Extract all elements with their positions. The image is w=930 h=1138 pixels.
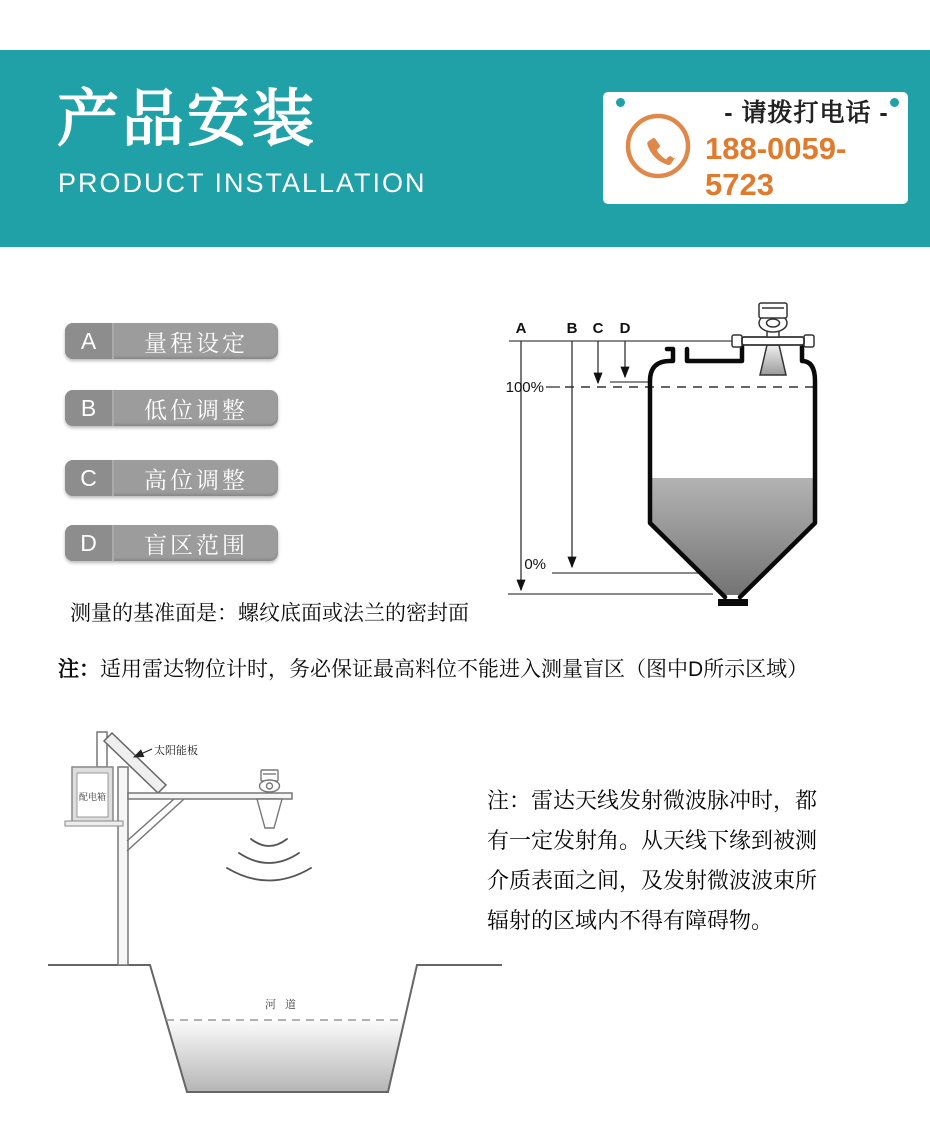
phone-icon [623, 111, 693, 186]
legend-button-high-adjust[interactable] [65, 460, 278, 496]
river-water [166, 1020, 404, 1092]
level-100-label: 100% [505, 379, 544, 396]
radar-sensor-outdoor [257, 770, 282, 828]
level-0-label: 0% [524, 556, 546, 573]
radiation-note [487, 781, 857, 941]
dimension-label-b: B [566, 320, 578, 337]
tank-measurement-diagram [480, 278, 880, 625]
legend-badge-d: D [65, 525, 114, 561]
microwave-arcs [227, 839, 311, 881]
radar-sensor [732, 303, 814, 375]
box-shelf [65, 821, 123, 826]
legend-label-c: 高位调整 [144, 466, 248, 493]
solar-panel-label: 太阳能板 [154, 745, 198, 757]
call-cta-label: - 请拨打电话 - [724, 99, 889, 127]
legend-badge-b: B [65, 390, 114, 426]
page-title: 产品安装 [57, 85, 318, 154]
legend-label-d: 盲区范围 [144, 531, 248, 558]
legend-label-b: 低位调整 [144, 396, 248, 423]
dimension-label-c: C [592, 320, 604, 337]
radiation-note-line: 有一定发射角。从天线下缘到被测 [487, 828, 818, 853]
decor-dot-right [890, 98, 899, 107]
mounting-pole [118, 767, 128, 965]
legend-badge-c: C [65, 460, 114, 496]
blind-zone-note [58, 653, 808, 683]
radiation-note-line: 辐射的区域内不得有障碍物。 [487, 908, 774, 933]
radiation-note-line: 介质表面之间，及发射微波波束所 [487, 868, 818, 893]
decor-dot-left [616, 98, 625, 107]
dimension-label-d: D [619, 320, 631, 337]
panel-post [97, 732, 107, 767]
legend-badge-a: A [65, 323, 114, 359]
power-box-label: 配电箱 [78, 792, 107, 802]
phone-card[interactable] [603, 92, 908, 204]
page-subtitle: PRODUCT INSTALLATION [58, 168, 427, 198]
horizontal-arm [128, 793, 292, 799]
arm-brace [127, 799, 174, 841]
baseline-note: 测量的基准面是：螺纹底面或法兰的密封面 [70, 602, 469, 625]
legend-button-blind-zone[interactable] [65, 525, 278, 561]
legend-button-low-adjust[interactable] [65, 390, 278, 426]
tank-outlet-flange [718, 599, 748, 606]
outdoor-installation-diagram [40, 725, 515, 1105]
legend-button-range[interactable] [65, 323, 278, 359]
dimension-label-a: A [515, 320, 527, 337]
note-prefix: 注： [58, 658, 100, 681]
note-text: 适用雷达物位计时，务必保证最高料位不能进入测量盲区（图中D所示区域） [100, 658, 809, 681]
phone-number: 188-0059-5723 [705, 131, 847, 202]
legend-label-a: 量程设定 [144, 329, 248, 356]
radiation-note-line: 注：雷达天线发射微波脉冲时，都 [487, 788, 818, 813]
radar-horn-outdoor [257, 799, 282, 828]
river-label: 河 道 [264, 999, 300, 1011]
radar-horn-antenna [760, 345, 786, 375]
